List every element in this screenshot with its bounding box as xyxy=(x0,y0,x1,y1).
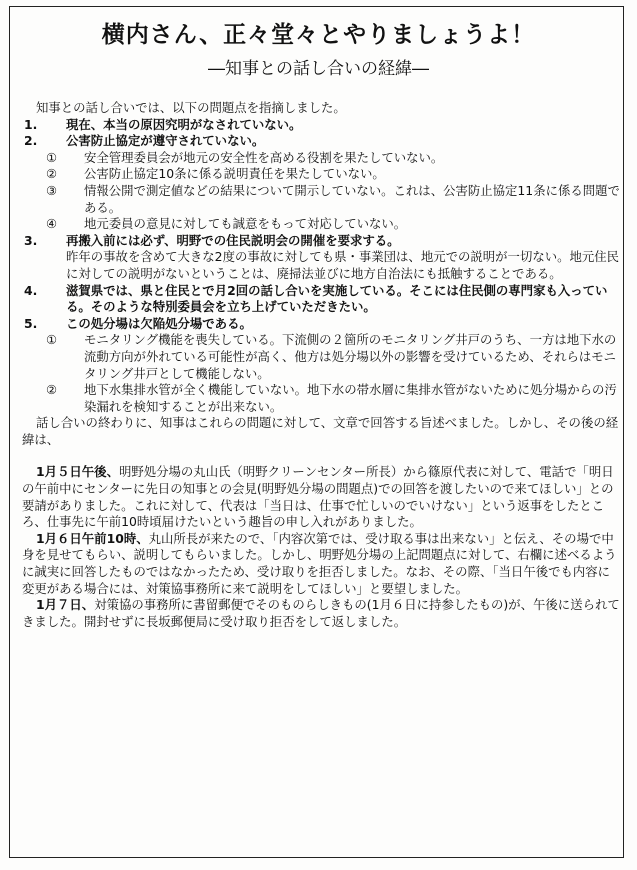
spacer xyxy=(22,448,620,464)
event-paragraph xyxy=(22,597,620,630)
page-subtitle: ―知事との話し合いの経緯― xyxy=(208,59,429,79)
sub-item xyxy=(22,166,620,183)
sub-item xyxy=(22,183,620,216)
sub-item xyxy=(22,216,620,233)
issue-item-4 xyxy=(22,283,620,316)
issue-number: 2. xyxy=(24,133,38,149)
event-text: 対策協の事務所に書留郵便でそのものらしきもの(1月６日に持参したもの)が、午後に送られてきました。開封せずに長坂郵便局に受け取り拒否をして返しました。 xyxy=(22,597,620,629)
event-lead: 1月６日午前10時、 xyxy=(36,530,149,546)
issue-heading: この処分場は欠陥処分場である。 xyxy=(66,315,252,331)
issue-heading: 公害防止協定が遵守されていない。 xyxy=(66,133,265,149)
issue-number: 1. xyxy=(24,116,38,132)
sub-marker: ② xyxy=(46,166,58,182)
issue-item-2 xyxy=(22,133,620,150)
issue-number: 3. xyxy=(24,232,38,248)
sub-marker: ① xyxy=(46,149,58,165)
sub-item xyxy=(22,332,620,382)
event-lead: 1月７日、 xyxy=(36,597,95,613)
issue-heading: 現在、本当の原因究明がなされていない。 xyxy=(66,116,302,132)
issue-detail: 昨年の事故を含めて大きな2度の事故に対しても県・事業団は、地元での説明が一切ない。地元住民に対しての説明がないということは、廃掃法並びに地方自治法にも抵触することである。 xyxy=(66,249,620,281)
sub-marker: ② xyxy=(46,382,58,398)
event-text: 丸山所長が来たので、「内容次第では、受け取る事は出来ない」と伝え、その場で中身を見せてもらい、説明してもらいました。しかし、明野処分場の上記問題点に対して、右欄に述べるように誠実に回答したものではなかったため、受け取りを拒否しました。なお、その際、「当日午後でも内容に変更がある場合には、対策協事務所に来て説明をしてほしい」と要望しました。 xyxy=(22,530,617,596)
intro-text: 知事との話し合いでは、以下の問題点を指摘しました。 xyxy=(36,100,346,115)
issue-heading: 再搬入前には必ず、明野での住民説明会の開催を要求する。 xyxy=(66,232,400,248)
document-body xyxy=(22,100,620,630)
closing-paragraph: 話し合いの終わりに、知事はこれらの問題に対して、文章で回答する旨述べました。しかし、その後の経緯は、 xyxy=(22,415,619,447)
event-lead: 1月５日午後、 xyxy=(36,464,119,480)
issue-number: 4. xyxy=(24,282,38,298)
sub-marker: ④ xyxy=(46,216,58,232)
page-title: 横内さん、正々堂々とやりましょうよ！ xyxy=(101,22,536,48)
issue-item-1 xyxy=(22,117,620,134)
sub-item xyxy=(22,382,620,415)
issue-heading: 滋賀県では、県と住民とで月2回の話し合いを実施している。そこには住民側の専門家も入っている。そのような特別委員会を立ち上げていただきたい。 xyxy=(66,282,608,315)
sub-text: 地下水集排水管が全く機能していない。地下水の帯水層に集排水管がないために処分場からの汚染漏れを検知することが出来ない。 xyxy=(84,382,617,414)
sub-text: モニタリング機能を喪失している。下流側の２箇所のモニタリング井戸のうち、一方は地下水の流動方向が外れている可能性が高く、他方は処分場以外の影響を受けているため、それらはモニタリング井戸として機能しない。 xyxy=(84,332,617,381)
sub-item xyxy=(22,150,620,167)
sub-marker: ① xyxy=(46,332,58,348)
sub-text: 安全管理委員会が地元の安全性を高める役割を果たしていない。 xyxy=(84,149,444,165)
issue-item-3 xyxy=(22,233,620,250)
event-paragraph xyxy=(22,531,620,597)
sub-marker: ③ xyxy=(46,182,58,198)
issue-number: 5. xyxy=(24,315,38,331)
issue-item-5 xyxy=(22,316,620,333)
event-paragraph xyxy=(22,464,620,530)
sub-text: 公害防止協定10条に係る説明責任を果たしていない。 xyxy=(84,166,385,182)
event-text: 明野処分場の丸山氏（明野クリーンセンター所長）から篠原代表に対して、電話で「明日の午前中にセンターに先日の知事との会見(明野処分場の問題点)での回答を渡したいので来てほしい」との要請がありました。これに対して、代表は「当日は、仕事で忙しいのでいけない」という返事をしたところ、仕事先に午前10時頃届けたいという趣旨の申し入れがありました。 xyxy=(22,464,614,530)
sub-text: 地元委員の意見に対しても誠意をもって対応していない。 xyxy=(84,216,407,232)
sub-text: 情報公開で測定値などの結果について開示していない。これは、公害防止協定11条に係る問題である。 xyxy=(84,182,620,215)
